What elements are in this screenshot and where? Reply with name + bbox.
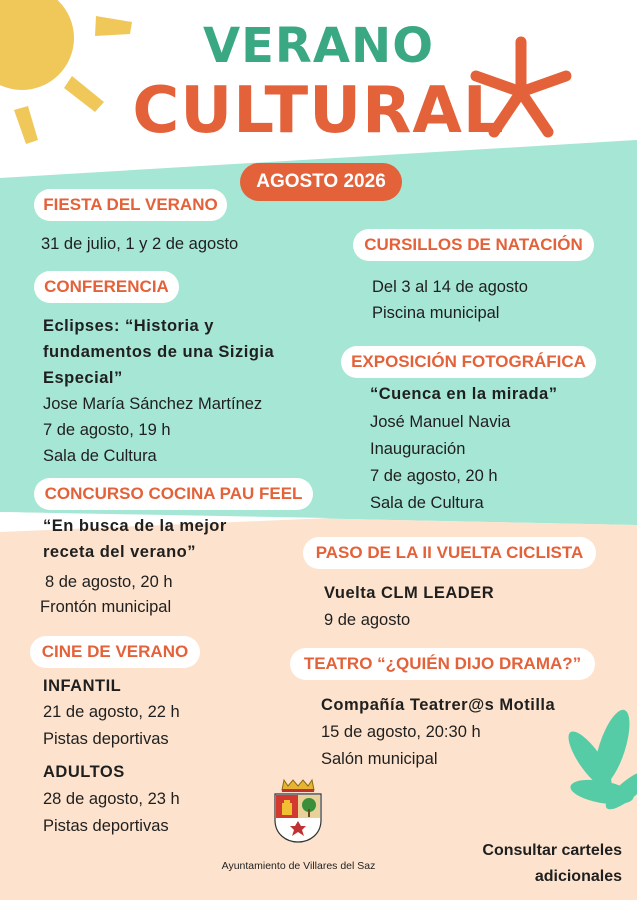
- coat-of-arms-icon: [270, 778, 326, 844]
- conferencia-when: 7 de agosto, 19 h: [43, 421, 171, 439]
- cine-adultos-place: Pistas deportivas: [43, 817, 169, 835]
- teatro-when: 15 de agosto, 20:30 h: [321, 723, 481, 741]
- teatro-company: Compañía Teatrer@s Motilla: [321, 696, 556, 714]
- fiesta-dates: 31 de julio, 1 y 2 de agosto: [41, 235, 239, 253]
- title-cultural: CULTURAL: [132, 74, 505, 148]
- concurso-subtitle-line2: receta del verano”: [43, 543, 196, 561]
- cine-infantil-when: 21 de agosto, 22 h: [43, 703, 180, 721]
- cine-adultos-label: ADULTOS: [43, 763, 125, 781]
- cine-infantil-label: INFANTIL: [43, 677, 122, 695]
- cine-infantil-place: Pistas deportivas: [43, 730, 169, 748]
- natacion-title: CURSILLOS DE NATACIÓN: [353, 229, 594, 261]
- consult-note: [482, 838, 622, 890]
- concurso-place: Frontón municipal: [40, 598, 172, 616]
- exposicion-when: 7 de agosto, 20 h: [370, 467, 498, 485]
- conferencia-talk-line1: Eclipses: “Historia y: [43, 317, 214, 335]
- concurso-when: 8 de agosto, 20 h: [45, 573, 173, 591]
- concurso-subtitle-line1: “En busca de la mejor: [43, 517, 227, 535]
- conferencia-speaker: Jose María Sánchez Martínez: [43, 395, 263, 413]
- concurso-title: CONCURSO COCINA PAU FEEL: [34, 478, 313, 510]
- ciclista-title: PASO DE LA II VUELTA CICLISTA: [303, 537, 596, 569]
- ciclista-name: Vuelta CLM LEADER: [324, 584, 495, 602]
- exposicion-name: “Cuenca en la mirada”: [370, 385, 558, 403]
- exposicion-title: EXPOSICIÓN FOTOGRÁFICA: [341, 346, 596, 378]
- cine-adultos-when: 28 de agosto, 23 h: [43, 790, 180, 808]
- conferencia-talk-line2: fundamentos de una Sizigia: [43, 343, 275, 361]
- consult-note-line2: adicionales: [534, 868, 622, 885]
- date-badge: AGOSTO 2026: [240, 163, 402, 201]
- exposicion-place: Sala de Cultura: [370, 494, 484, 512]
- ciclista-when: 9 de agosto: [324, 611, 411, 629]
- consult-note-line1: Consultar carteles: [482, 842, 622, 859]
- exposicion-author: José Manuel Navia: [370, 413, 511, 431]
- teatro-place: Salón municipal: [321, 750, 438, 768]
- fiesta-title: FIESTA DEL VERANO: [34, 189, 227, 221]
- title-verano: VERANO: [202, 18, 435, 74]
- conferencia-title: CONFERENCIA: [34, 271, 179, 303]
- natacion-dates: Del 3 al 14 de agosto: [372, 278, 528, 296]
- conferencia-talk-line3: Especial”: [43, 369, 123, 387]
- town-hall-name: Ayuntamiento de Villares del Saz: [221, 860, 376, 872]
- cine-title: CINE DE VERANO: [30, 636, 200, 668]
- exposicion-label: Inauguración: [370, 440, 466, 458]
- conferencia-place: Sala de Cultura: [43, 447, 157, 465]
- teatro-title: TEATRO “¿QUIÉN DIJO DRAMA?”: [290, 648, 595, 680]
- natacion-place: Piscina municipal: [372, 304, 500, 322]
